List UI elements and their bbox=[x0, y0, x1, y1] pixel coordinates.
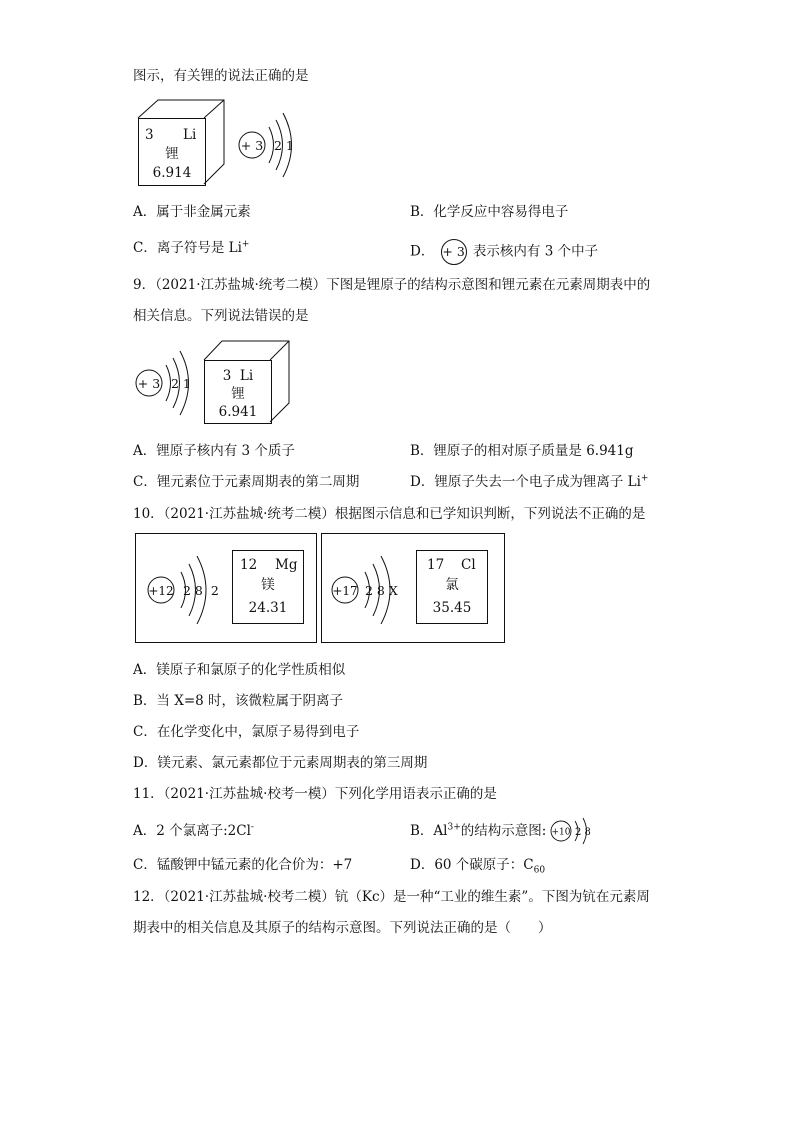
q9-option-d-charge: + bbox=[640, 473, 649, 484]
q9-option-d bbox=[410, 473, 648, 491]
q8-shell-electrons: 2 1 bbox=[274, 138, 294, 153]
q8-option-c-text: C．离子符号是 Li bbox=[133, 240, 242, 256]
q10-cl-element-cell bbox=[416, 550, 488, 624]
q11-option-a-text: A．2 个氯离子:2Cl bbox=[133, 823, 251, 839]
q11-option-b-atom-diagram bbox=[550, 816, 610, 848]
q11-option-d-subscript: 60 bbox=[533, 865, 546, 876]
q11-option-d-text: D．60 个碳原子：C bbox=[410, 857, 534, 873]
q9-element-name: 锂 bbox=[231, 386, 245, 402]
q11-b-shell-electrons: 2 8 bbox=[575, 827, 591, 838]
q10-mg-shell-electrons: 2 8 2 bbox=[183, 583, 219, 598]
q9-option-b: B．锂原子的相对原子质量是 6.941g bbox=[410, 443, 634, 459]
q9-stem-line1: 9．（2021·江苏盐城·统考二模）下图是锂原子的结构示意图和锂元素在元素周期表中的 bbox=[133, 277, 651, 293]
q9-element-cell bbox=[204, 360, 272, 424]
q11-b-nucleus-charge: +10 bbox=[551, 827, 571, 838]
q10-mg-symbol: Mg bbox=[275, 557, 298, 573]
q8-option-c-charge: + bbox=[241, 239, 250, 250]
q10-cl-nucleus-charge: +17 bbox=[332, 584, 358, 598]
q8-option-b: B．化学反应中容易得电子 bbox=[410, 204, 569, 220]
q10-option-c: C．在化学变化中，氯原子易得到电子 bbox=[133, 724, 360, 740]
q9-option-d-text: D．锂原子失去一个电子成为锂离子 Li bbox=[410, 474, 641, 490]
q10-stem: 10．（2021·江苏盐城·统考二模）根据图示信息和已学知识判断，下列说法不正确的是 bbox=[133, 506, 646, 522]
q10-cl-atomic-number: 17 bbox=[427, 557, 445, 573]
q9-nucleus-charge: + 3 bbox=[137, 376, 161, 391]
q10-mg-atomic-number: 12 bbox=[240, 557, 258, 573]
q10-mg-nucleus-charge: +12 bbox=[148, 584, 174, 598]
q9-atomic-mass: 6.941 bbox=[218, 404, 258, 420]
q10-cl-symbol: Cl bbox=[461, 557, 476, 573]
q10-cl-mass: 35.45 bbox=[432, 600, 472, 616]
q11-option-b-charge: 3+ bbox=[447, 822, 461, 833]
q10-cl-shell-electrons: 2 8 X bbox=[365, 583, 398, 598]
q10-mg-atom-diagram bbox=[145, 552, 225, 632]
q8-option-a: A．属于非金属元素 bbox=[133, 204, 251, 220]
q8-option-d-nucleus-symbol: + 3 bbox=[441, 239, 467, 265]
q10-mg-element-cell bbox=[232, 550, 304, 624]
q12-stem-line1: 12．（2021·江苏盐城·校考二模）钪（Kc）是一种“工业的维生素”。下图为钪在元素周 bbox=[133, 889, 650, 905]
q12-stem-line2: 期表中的相关信息及其原子的结构示意图。下列说法正确的是（ ） bbox=[133, 920, 552, 936]
q10-cl-name: 氯 bbox=[445, 577, 459, 593]
q9-number-symbol: 3 Li bbox=[222, 368, 254, 384]
q8-element-name: 锂 bbox=[165, 146, 179, 162]
q10-option-a: A．镁原子和氯原子的化学性质相似 bbox=[133, 662, 346, 678]
q8-atomic-number: 3 bbox=[145, 127, 154, 143]
q11-option-c: C．锰酸钾中锰元素的化合价为：+7 bbox=[133, 857, 353, 873]
q11-option-b-ion: B．Al bbox=[410, 823, 448, 839]
q11-option-b-text: 的结构示意图: bbox=[460, 823, 547, 839]
q9-stem-line2: 相关信息。下列说法错误的是 bbox=[133, 308, 309, 324]
q11-option-a bbox=[133, 822, 254, 840]
q8-atomic-mass: 6.914 bbox=[152, 165, 192, 181]
q11-option-d bbox=[410, 856, 545, 874]
q11-option-a-charge: - bbox=[250, 822, 254, 833]
q11-stem: 11．（2021·江苏盐城·校考一模）下列化学用语表示正确的是 bbox=[133, 786, 497, 802]
q9-shell-electrons: 2 1 bbox=[171, 376, 191, 391]
q10-cl-atom-diagram bbox=[329, 552, 409, 632]
q11-option-b bbox=[410, 822, 546, 840]
q8-stem: 图示，有关锂的说法正确的是 bbox=[133, 68, 309, 84]
q8-element-symbol: Li bbox=[183, 127, 197, 143]
q8-option-d-text: 表示核内有 3 个中子 bbox=[472, 243, 599, 260]
q9-option-c: C．锂元素位于元素周期表的第二周期 bbox=[133, 474, 360, 490]
q10-mg-mass: 24.31 bbox=[248, 600, 288, 616]
q8-nucleus-charge: + 3 bbox=[240, 138, 264, 153]
q9-option-a: A．锂原子核内有 3 个质子 bbox=[133, 443, 295, 459]
q10-option-d: D．镁元素、氯元素都位于元素周期表的第三周期 bbox=[133, 755, 428, 771]
q8-option-d-label: D． bbox=[410, 243, 435, 260]
q10-mg-name: 镁 bbox=[261, 577, 275, 593]
q10-option-b: B．当 X=8 时，该微粒属于阴离子 bbox=[133, 693, 344, 709]
